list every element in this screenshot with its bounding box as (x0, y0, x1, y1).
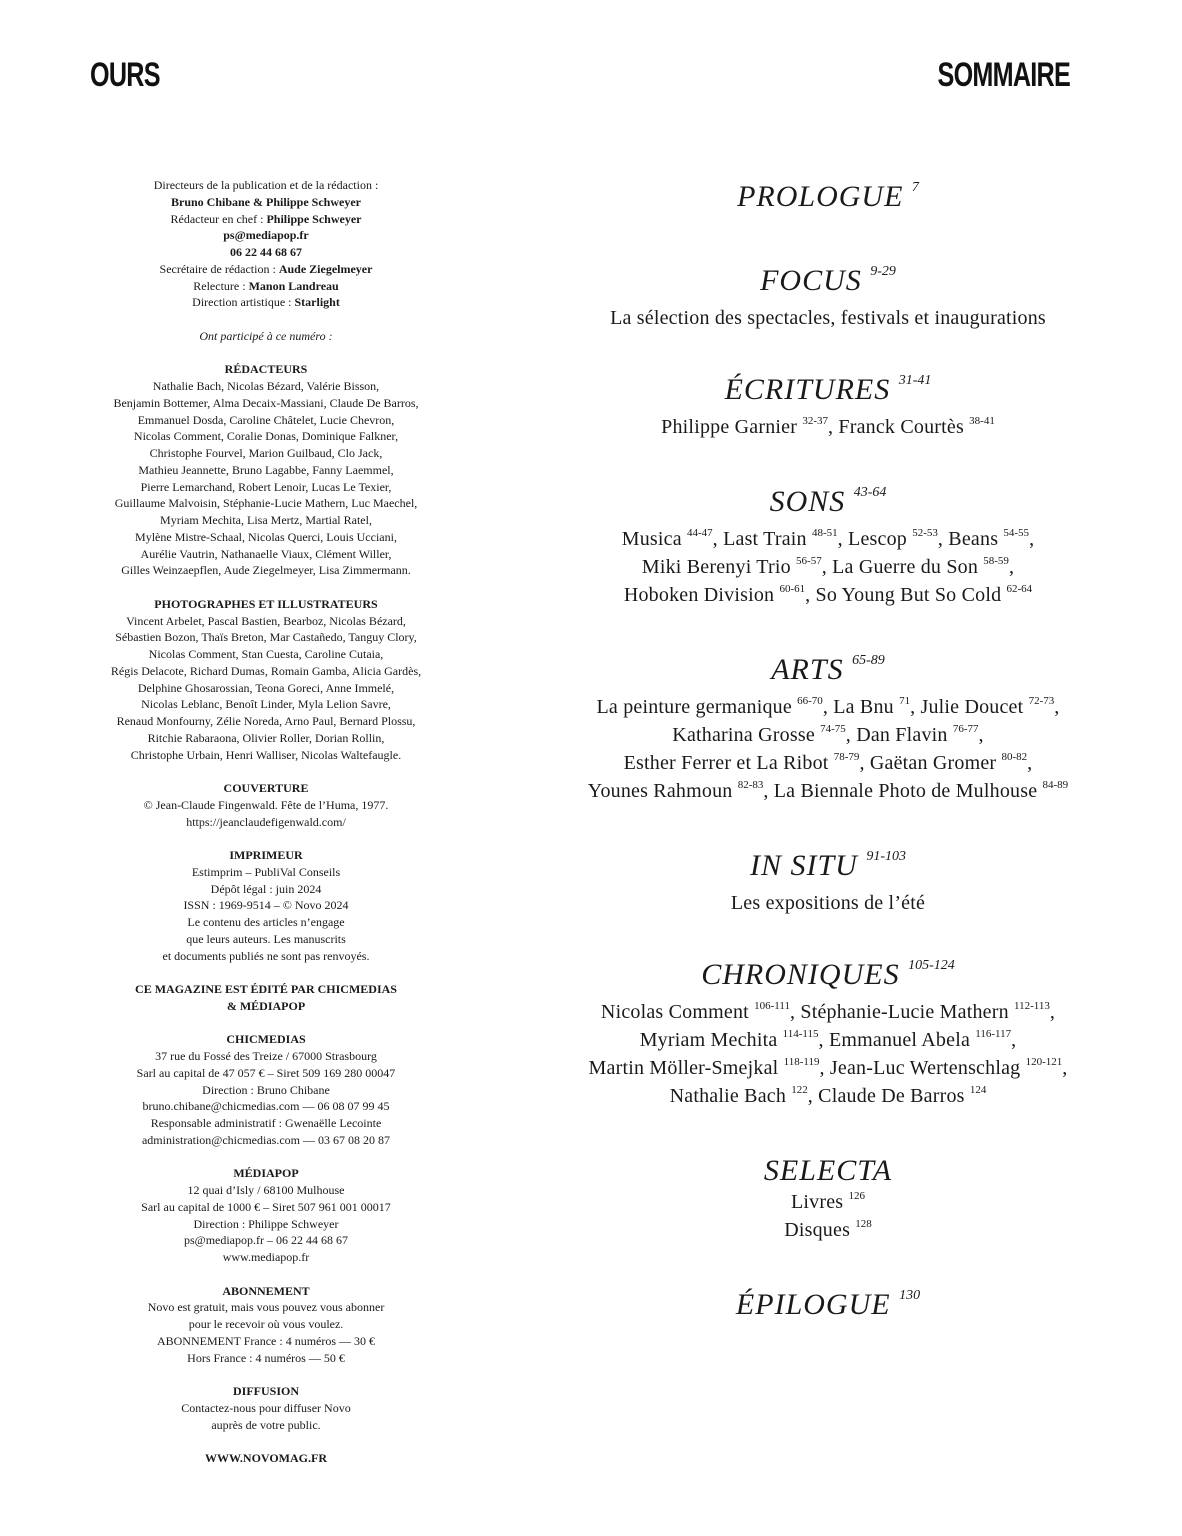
section-title: SONS (769, 485, 846, 518)
page-ref: 130 (899, 1288, 921, 1304)
page-ref: 60-61 (779, 582, 806, 595)
credit-line: Pierre Lemarchand, Robert Lenoir, Lucas Le Texier, (140, 479, 392, 494)
directeurs-names: Bruno Chibane & Philippe Schweyer (170, 194, 362, 209)
page-ref: 65-89 (852, 653, 885, 669)
page-ref: 43-64 (853, 485, 887, 501)
toc-section-sons[interactable]: SONS $^{43-64}$ Musica $^{44-47}$, Last Train $^{48-51}$, Lescop $^{52-53}$, Beans $^{54-55}$, Miki Berenyi Trio $^{56-57}$, La Guerre du Son $^{58-59}$, Hoboken Division $^{60-61}$, So Young But So Cold $^{62-64}$ (621, 485, 1035, 606)
toc-section-insitu[interactable] (552, 847, 1104, 916)
website-link[interactable]: WWW.NOVOMAG.FR (205, 1451, 327, 1465)
toc-item[interactable]: Nicolas Comment (600, 1001, 749, 1023)
directeurs-label: Directeurs de la publication et de la rédaction : (153, 178, 379, 192)
section-title: CHRONIQUES (701, 958, 900, 991)
page-ref: 52-53 (912, 526, 938, 539)
credit-line: Emmanuel Dosda, Caroline Châtelet, Lucie Chevron, (137, 412, 395, 427)
toc-item[interactable]: Beans (948, 528, 999, 550)
toc-item[interactable]: Julie Doucet (920, 696, 1024, 718)
section-title: SELECTA (763, 1154, 893, 1187)
section-title: CHICMEDIAS (226, 1032, 306, 1047)
info-line: et documents publiés ne sont pas renvoyés. (162, 948, 370, 963)
credit-line: Nicolas Leblanc, Benoît Linder, Myla Lelion Savre, (141, 697, 391, 712)
credit-line: Mathieu Jeannette, Bruno Lagabbe, Fanny Laemmel, (138, 462, 394, 477)
credit-line: Aurélie Vautrin, Nathanaelle Viaux, Clément Willer, (140, 546, 392, 561)
page-ref: 84-89 (1042, 778, 1069, 791)
cover-url-link[interactable]: https://jeanclaudefigenwald.com/ (186, 814, 346, 829)
toc-item[interactable]: So Young But So Cold (815, 584, 1002, 606)
toc-item[interactable]: Lescop (848, 528, 908, 550)
page-ref: 72-73 (1028, 694, 1055, 707)
page-ref: 78-79 (833, 750, 860, 763)
info-line: Estimprim – PubliVal Conseils (191, 864, 341, 879)
toc-section-epilogue[interactable] (552, 1286, 1104, 1330)
info-line: Direction : Philippe Schweyer (193, 1216, 339, 1231)
toc-section-prologue[interactable] (552, 178, 1104, 222)
section-title: ARTS (771, 653, 844, 686)
page-ref: 106-111 (754, 999, 790, 1012)
section-title: COUVERTURE (223, 781, 309, 795)
toc-item[interactable]: La Guerre du Son (832, 556, 979, 578)
section-subtitle: Les expositions de l’été (730, 892, 926, 914)
page-ref: 71 (899, 694, 911, 707)
section-title: MÉDIAPOP (233, 1166, 299, 1181)
participants-intro: Ont participé à ce numéro : (199, 328, 333, 343)
info-line: 37 rue du Fossé des Treize / 67000 Strasbourg (155, 1049, 377, 1063)
section-title: RÉDACTEURS (224, 362, 308, 377)
toc-item[interactable]: Emmanuel Abela (828, 1029, 971, 1051)
page-ref: 62-64 (1006, 582, 1033, 595)
contact-email: ps@mediapop.fr (223, 228, 309, 243)
credit-line: Benjamin Bottemer, Alma Decaix-Massiani, Claude De Barros, (113, 395, 419, 410)
page-ref: 105-124 (908, 958, 955, 974)
section-title: ÉCRITURES (724, 373, 891, 406)
section-title: IN SITU (749, 849, 858, 882)
credit-line: Mylène Mistre-Schaal, Nicolas Querci, Louis Ucciani, (135, 529, 397, 544)
credit-line: Nicolas Comment, Stan Cuesta, Caroline Cutaia, (148, 647, 384, 661)
toc-section-arts[interactable]: ARTS $^{65-89}$ La peinture germanique $^{66-70}$, La Bnu $^{71}$, Julie Doucet $^{72-73}$, Katharina Grosse $^{74-75}$, Dan Flavin $^{76-77}$, Esther Ferrer et La Ribot $^{78-79}$, Gaëtan Gromer $^{80-82}$, Younes Rahmoun $^{82-83}$, La Biennale Photo de Mulhouse $^{84-89}$ (587, 653, 1069, 802)
sommaire-heading: SOMMAIRE (937, 56, 1070, 94)
toc-section-ecritures[interactable]: ÉCRITURES $^{31-41}$ Philippe Garnier $^{32-37}$, Franck Courtès $^{38-41}$ (661, 373, 995, 438)
credit-line: Régis Delacote, Richard Dumas, Romain Gamba, Alicia Gardès, (110, 663, 422, 678)
page-ref: 56-57 (796, 554, 822, 567)
mediapop-website-link[interactable]: www.mediapop.fr (222, 1250, 310, 1264)
diffusion-block (86, 1383, 446, 1433)
toc-item[interactable]: Dan Flavin (856, 724, 948, 746)
section-title: FOCUS (760, 264, 862, 297)
toc-item[interactable]: Nathalie Bach (669, 1085, 787, 1107)
section-title: CE MAGAZINE EST ÉDITÉ PAR CHICMEDIAS (135, 982, 397, 996)
photographes-block (86, 596, 446, 764)
page-ref: 7 (911, 180, 919, 196)
page-ref: 66-70 (797, 694, 823, 707)
toc-item[interactable]: Hoboken Division (623, 584, 775, 606)
section-title: ÉPILOGUE (735, 1288, 891, 1321)
editeur-block (86, 981, 446, 1015)
info-line: Responsable administratif : Gwenaëlle Lecointe (150, 1116, 382, 1130)
toc-item[interactable]: Livres (791, 1191, 844, 1213)
toc-item[interactable]: Younes Rahmoun (587, 780, 733, 802)
credit-line: Myriam Mechita, Lisa Mertz, Martial Ratel, (160, 513, 372, 527)
toc-item[interactable]: Katharina Grosse (672, 724, 815, 746)
info-line: que leurs auteurs. Les manuscrits (186, 931, 346, 946)
page-ref: 120-121 (1025, 1055, 1063, 1068)
redac-chef-name: Philippe Schweyer (266, 211, 362, 226)
publication-block (86, 177, 446, 311)
page-ref: 74-75 (820, 722, 846, 735)
relecture-label: Relecture : (193, 278, 246, 293)
section-title: PROLOGUE (737, 180, 904, 213)
section-title: & MÉDIAPOP (226, 998, 306, 1013)
credit-line: Delphine Ghosarossian, Teona Goreci, Anne Immelé, (137, 680, 395, 695)
info-line: auprès de votre public. (211, 1417, 321, 1432)
secretaire-label: Secrétaire de rédaction : (159, 261, 276, 276)
credit-line: Nicolas Comment, Coralie Donas, Dominique Falkner, (133, 429, 399, 444)
info-line: Sarl au capital de 1000 € – Siret 507 961 001 00017 (141, 1199, 391, 1214)
info-line: bruno.chibane@chicmedias.com — 06 08 07 99 45 (142, 1099, 390, 1114)
page-ref: 38-41 (969, 414, 995, 427)
relecture-name: Manon Landreau (248, 278, 339, 293)
toc-section-selecta[interactable] (552, 1152, 1104, 1246)
toc-item[interactable]: La Biennale Photo de Mulhouse (773, 780, 1038, 802)
page-ref: 58-59 (983, 554, 1009, 567)
info-line: Novo est gratuit, mais vous pouvez vous abonner (147, 1300, 385, 1315)
toc-item[interactable]: Myriam Mechita (639, 1029, 778, 1051)
credit-line: © Jean-Claude Fingenwald. Fête de l’Huma, 1977. (143, 797, 389, 812)
toc-item[interactable]: Gaëtan Gromer (869, 752, 997, 774)
section-title: DIFFUSION (232, 1384, 299, 1398)
credit-line: Sébastien Bozon, Thaïs Breton, Mar Castañedo, Tanguy Clory, (115, 630, 417, 645)
da-label: Direction artistique : (192, 295, 292, 310)
toc-section-chroniques[interactable]: CHRONIQUES $^{105-124}$ Nicolas Comment $^{106-111}$, Stéphanie-Lucie Mathern $^{112-113}$, Myriam Mechita $^{114-115}$, Emmanuel Abela $^{116-117}$, Martin Möller-Smejkal $^{118-119}$, Jean-Luc Wertenschlag $^{120-121}$, Nathalie Bach $^{122}$, Claude De Barros $^{124}$ (588, 958, 1068, 1107)
section-title: PHOTOGRAPHES ET ILLUSTRATEURS (154, 596, 378, 611)
ours-heading: OURS (90, 56, 160, 94)
info-line: Hors France : 4 numéros — 50 € (187, 1350, 345, 1365)
toc-item[interactable]: Last Train (723, 528, 807, 550)
page-ref: 112-113 (1014, 999, 1050, 1012)
info-line: Sarl au capital de 47 057 € – Siret 509 169 280 00047 (136, 1065, 396, 1080)
info-line: ABONNEMENT France : 4 numéros — 30 € (156, 1333, 376, 1348)
section-subtitle: La sélection des spectacles, festivals et inaugurations (610, 307, 1046, 329)
page-ref: 76-77 (952, 722, 979, 735)
toc-item[interactable]: Miki Berenyi Trio (641, 556, 791, 578)
toc-item[interactable]: Jean-Luc Wertenschlag (829, 1057, 1021, 1079)
page-ref: 82-83 (737, 778, 764, 791)
page-ref: 116-117 (975, 1027, 1012, 1040)
info-line: Contactez-nous pour diffuser Novo (181, 1400, 351, 1415)
credit-line: Guillaume Malvoisin, Stéphanie-Lucie Mathern, Luc Maechel, (114, 496, 418, 511)
redacteurs-block (86, 361, 446, 579)
page-ref: 128 (855, 1217, 872, 1230)
page-ref: 114-115 (782, 1027, 819, 1040)
secretaire-name: Aude Ziegelmeyer (278, 261, 373, 276)
credit-line: Vincent Arbelet, Pascal Bastien, Bearboz, Nicolas Bézard, (126, 613, 406, 628)
page-ref: 32-37 (802, 414, 828, 427)
info-line: Le contenu des articles n’engage (187, 915, 345, 929)
credit-line: Gilles Weinzaepflen, Aude Ziegelmeyer, Lisa Zimmermann. (121, 563, 411, 578)
toc-item[interactable]: Philippe Garnier (661, 416, 798, 438)
toc-item[interactable]: Martin Möller-Smejkal (588, 1057, 779, 1079)
credit-line: Christophe Fourvel, Marion Guilbaud, Clo Jack, (149, 446, 383, 460)
toc-item[interactable]: Musica (621, 528, 682, 550)
contact-phone: 06 22 44 68 67 (230, 245, 302, 259)
toc-item[interactable]: Franck Courtès (838, 416, 964, 438)
toc-item[interactable]: La Bnu (833, 696, 894, 718)
page-ref: 48-51 (811, 526, 838, 539)
chicmedias-block (86, 1031, 446, 1148)
toc-item[interactable]: Disques (784, 1219, 851, 1241)
info-line: 12 quai d’Isly / 68100 Mulhouse (187, 1183, 345, 1197)
toc-item[interactable]: Stéphanie-Lucie Mathern (800, 1001, 1009, 1023)
page-ref: 118-119 (783, 1055, 820, 1068)
page-ref: 124 (969, 1083, 987, 1096)
page-ref: 80-82 (1001, 750, 1028, 763)
info-line: Dépôt légal : juin 2024 (210, 881, 322, 896)
info-line: ISSN : 1969-9514 – © Novo 2024 (183, 898, 349, 913)
page-ref: 126 (848, 1189, 865, 1202)
credit-line: Christophe Urbain, Henri Walliser, Nicolas Waltefaugle. (130, 747, 402, 762)
credit-line: Nathalie Bach, Nicolas Bézard, Valérie Bisson, (152, 379, 380, 393)
info-line: ps@mediapop.fr – 06 22 44 68 67 (183, 1233, 349, 1248)
toc-section-focus[interactable] (552, 262, 1104, 331)
info-line: Direction : Bruno Chibane (202, 1082, 330, 1097)
info-line: pour le recevoir où vous voulez. (188, 1317, 344, 1331)
page-ref: 54-55 (1003, 526, 1030, 539)
credit-line: Ritchie Rabaraona, Olivier Roller, Dorian Rollin, (147, 730, 385, 745)
da-name: Starlight (294, 295, 340, 310)
couverture-block (86, 780, 446, 830)
toc-item[interactable]: La peinture germanique (596, 696, 792, 718)
section-title: ABONNEMENT (222, 1283, 310, 1298)
mediapop-block (86, 1165, 446, 1266)
toc-item[interactable]: Claude De Barros (818, 1085, 965, 1107)
page-ref: 91-103 (866, 849, 906, 865)
table-of-contents (552, 178, 1104, 1370)
imprimeur-block (86, 847, 446, 964)
credit-line: Renaud Monfourny, Zélie Noreda, Arno Paul, Bernard Plossu, (116, 714, 416, 728)
masthead-column (86, 177, 446, 1467)
section-title: IMPRIMEUR (229, 848, 303, 862)
redac-chef-label: Rédacteur en chef : (170, 211, 264, 226)
toc-item[interactable]: Esther Ferrer et La Ribot (623, 752, 829, 774)
page-ref: 9-29 (870, 264, 896, 280)
info-line: administration@chicmedias.com — 03 67 08 20 87 (141, 1132, 390, 1147)
page-ref: 31-41 (898, 373, 932, 389)
page-ref: 44-47 (687, 526, 713, 539)
page-ref: 122 (791, 1083, 808, 1096)
abonnement-block (86, 1283, 446, 1367)
